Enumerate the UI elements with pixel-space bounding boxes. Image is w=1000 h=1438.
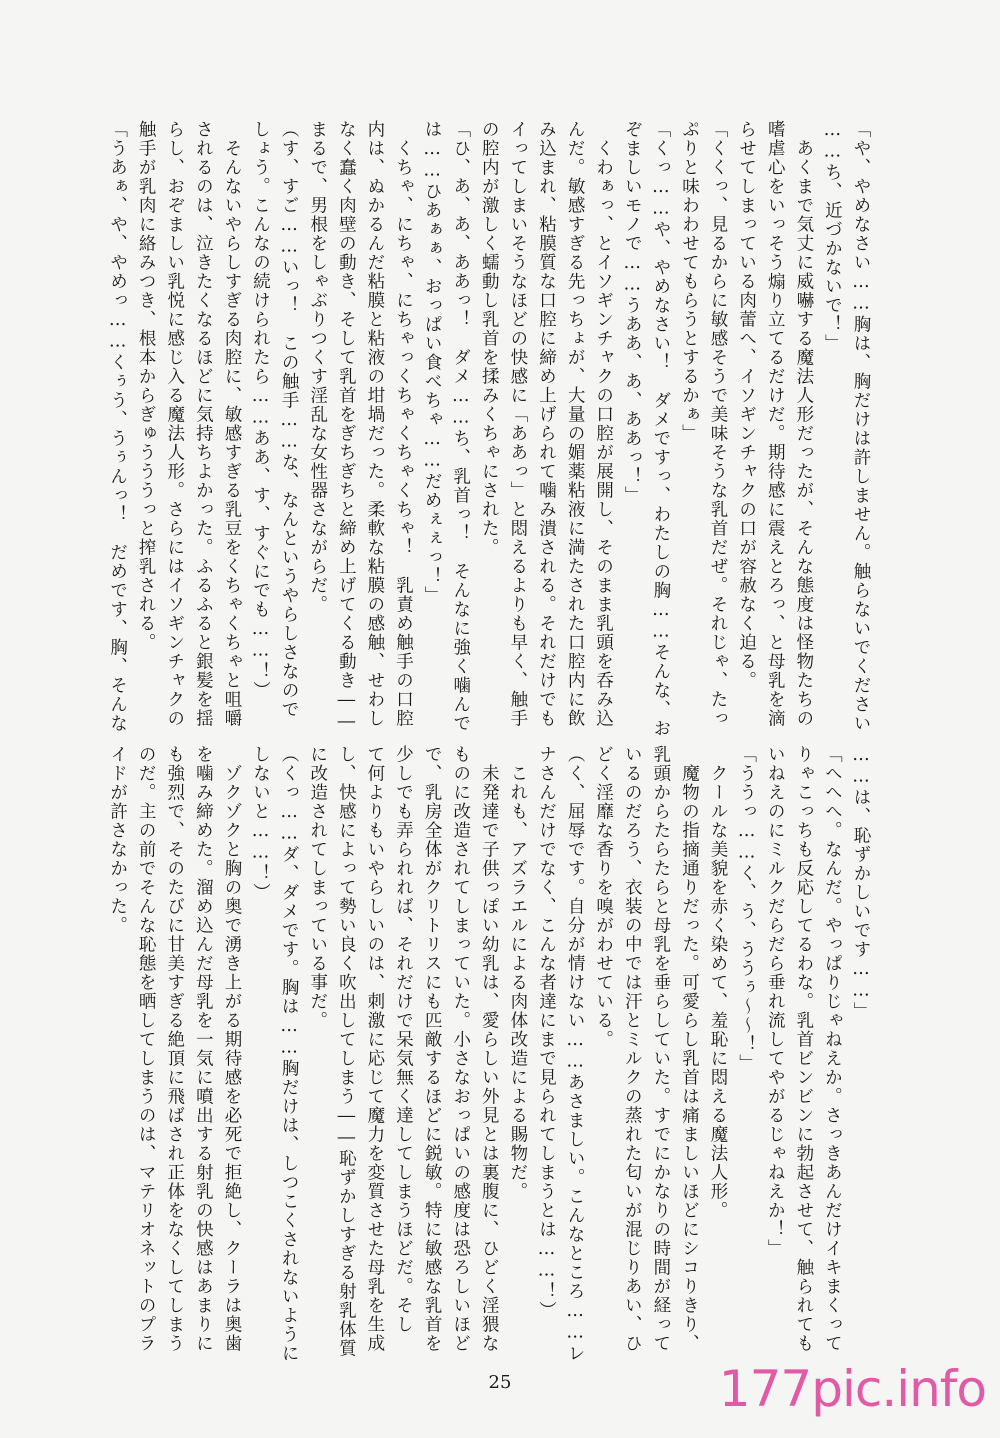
text-line: 嗜虐心をいっそう煽り立てるだけだ。期待感に震えとろっ、と母乳を滴 <box>765 120 786 728</box>
text-line: くちゃ、にちゃ、にちゃっくちゃくちゃくちゃ！ 乳責め触手の口腔 <box>393 120 414 728</box>
text-line: 未発達で子供っぽい幼乳は、愛らしい外見とは裏腹に、ひどく淫猥な <box>479 745 500 1353</box>
text-line: あくまで気丈に威嚇する魔法人形だったが、そんな態度は怪物たちの <box>793 120 814 728</box>
text-line: しょう。こんなの続けられたら……ああ、す、すぐにでも……！） <box>250 120 271 700</box>
text-line: らし、おぞましい乳悦に感じ入る魔法人形。さらにはイソギンチャクの <box>164 120 185 728</box>
text-line: 少しでも弄られれば、それだけで呆気無く達してしまうほどだ。そし <box>393 745 414 1334</box>
text-line: み込まれ、粘膜質な口腔に締め上げられて噛み潰される。それだけでも <box>536 120 557 728</box>
text-line: まるで、男根をしゃぶりつくす淫乱な女性器さながらだ。 <box>307 120 328 614</box>
text-line: これも、アズラエルによる肉体改造による賜物だ。 <box>507 745 528 1201</box>
text-line: ものに改造されてしまっていた。小さなおっぱいの感度は恐ろしいほど <box>450 745 471 1353</box>
text-line: ……ち、近づかないで！」 <box>822 120 843 353</box>
text-line: ぞましいモノで……うああ、あ、ああっ！」 <box>622 120 643 505</box>
text-line: ……は、恥ずかしいです……」 <box>851 745 871 1021</box>
text-line: （く、屈辱です。自分が情けない……あさましい。こんなところ……レ <box>565 745 586 1363</box>
text-line: クールな美貌を赤く染めて、羞恥に悶える魔法人形。 <box>708 745 729 1220</box>
text-line: ゾクゾクと胸の奥で湧き上がる期待感を必死で拒絶し、クーラは奥歯 <box>221 745 242 1353</box>
text-line: されるのは、泣きたくなるほどに気持ちよかった。ふるふると銀髪を揺 <box>193 120 214 728</box>
text-line: いねえのにミルクだらだら垂れ流してやがるじゃねえか！」 <box>765 745 786 1258</box>
text-line: 「くくっ、見るからに敏感そうで美味そうな乳首だぜ。それじゃ、たっ <box>708 120 729 728</box>
text-line: （くっ……ダ、ダメです。胸は……胸だけは、しつこくされないように <box>279 745 300 1363</box>
text-line: んだ。敏感すぎる先っちょが、大量の媚薬粘液に満たされた口腔内に飲 <box>565 120 586 728</box>
text-line: りゃこっちも反応してるわな。乳首ビンビンに勃起させて、触られても <box>793 745 814 1353</box>
watermark-logo: 177pic.info <box>718 1360 986 1418</box>
text-line: （す、すご……いっ！ この触手……な、なんというやらしさなので <box>279 120 300 719</box>
text-line: イドが許さなかった。 <box>107 745 128 935</box>
text-line: し、快感によって勢い良く吹出してしまう――恥ずかしすぎる射乳体質 <box>336 745 357 1358</box>
text-line: いるのだろう、衣装の中では汗とミルクの蒸れた匂いが混じりあい、ひ <box>622 745 643 1353</box>
text-line: 「や、やめなさい……胸は、胸だけは許しません。触らないでください <box>851 120 871 733</box>
text-line: 「ひ、あ、あ、ああっ！ ダメ……ち、乳首っ！ そんなに強く噛んで <box>450 120 471 733</box>
text-line: くわぁっ、とイソギンチャクの口腔が展開し、そのまま乳頭を呑み込 <box>593 120 614 728</box>
text-line: に改造されてしまっている事だ。 <box>307 745 328 1030</box>
text-line: らせてしまっている肉蕾へ、イソギンチャクの口が容赦なく迫る。 <box>736 120 757 690</box>
text-line: イってしまいそうなほどの快感に「ああっ」と悶えるよりも早く、触手 <box>507 120 528 728</box>
text-line: どく淫靡な香りを嗅がわせている。 <box>593 745 614 1049</box>
text-line: 「へへへ。なんだ。やっぱりじゃねえか。さっきあんだけイキまくって <box>822 745 843 1353</box>
text-line: は……ひあぁぁ、おっぱい食べちゃ……だめぇぇっ！」 <box>422 120 443 605</box>
text-line: ぷりと味わわせてもらうとするかぁ」 <box>679 120 700 443</box>
text-line: て何よりもいやらしいのは、刺激に応じて魔力を変質させた母乳を生成 <box>364 745 385 1353</box>
text-line: のだ。主の前でそんな恥態を晒してしまうのは、マテリオネットのプラ <box>136 745 157 1353</box>
text-line: を噛み締めた。溜め込んだ母乳を一気に噴出する射乳の快感はあまりに <box>193 745 214 1353</box>
text-line: 触手が乳肉に絡みつき、根本からぎゅうううっと搾乳される。 <box>136 120 157 652</box>
text-line: も強烈で、そのたびに甘美すぎる絶頂に飛ばされ正体をなくしてしまう <box>164 745 185 1353</box>
text-block-upper <box>107 120 875 738</box>
text-line: で、乳房全体がクリトリスにも匹敵するほどに鋭敏。特に敏感な乳首を <box>422 745 443 1353</box>
text-line: 「くっ……や、やめなさい！ ダメですっ、わたしの胸……そんな、お <box>650 120 671 738</box>
text-line: なく蠢く肉壁の動き、そして乳首をぎちぎちと締め上げてくる動き―― <box>336 120 357 733</box>
text-line: 内は、ぬかるんだ粘膜と粘液の坩堝だった。柔軟な粘膜の感触、せわし <box>364 120 385 728</box>
text-line: しないと……！） <box>250 745 271 902</box>
text-line: 魔物の指摘通りだった。可愛らし乳首は痛ましいほどにシコりきり、 <box>679 745 700 1353</box>
text-block-lower <box>107 745 875 1363</box>
text-line: そんないやらしすぎる肉腔に、敏感すぎる乳豆をくちゃくちゃと咀嚼 <box>221 120 242 728</box>
page-number: 25 <box>488 1372 512 1393</box>
text-line: 「うあぁ、や、やめっ……くぅう、うぅんっ！ だめです、胸、そんな <box>107 120 128 733</box>
text-line: 乳頭からたらたらと母乳を垂らしていた。すでにかなりの時間が経って <box>650 745 671 1353</box>
text-line: 「ううっ……く、う、ううぅ～～！」 <box>736 745 757 1073</box>
text-line: ナさんだけでなく、こんな者達にまで見られてしまうとは……！） <box>536 745 557 1320</box>
text-line: の腔内が激しく蠕動し乳首を揉みくちゃにされた。 <box>479 120 500 557</box>
